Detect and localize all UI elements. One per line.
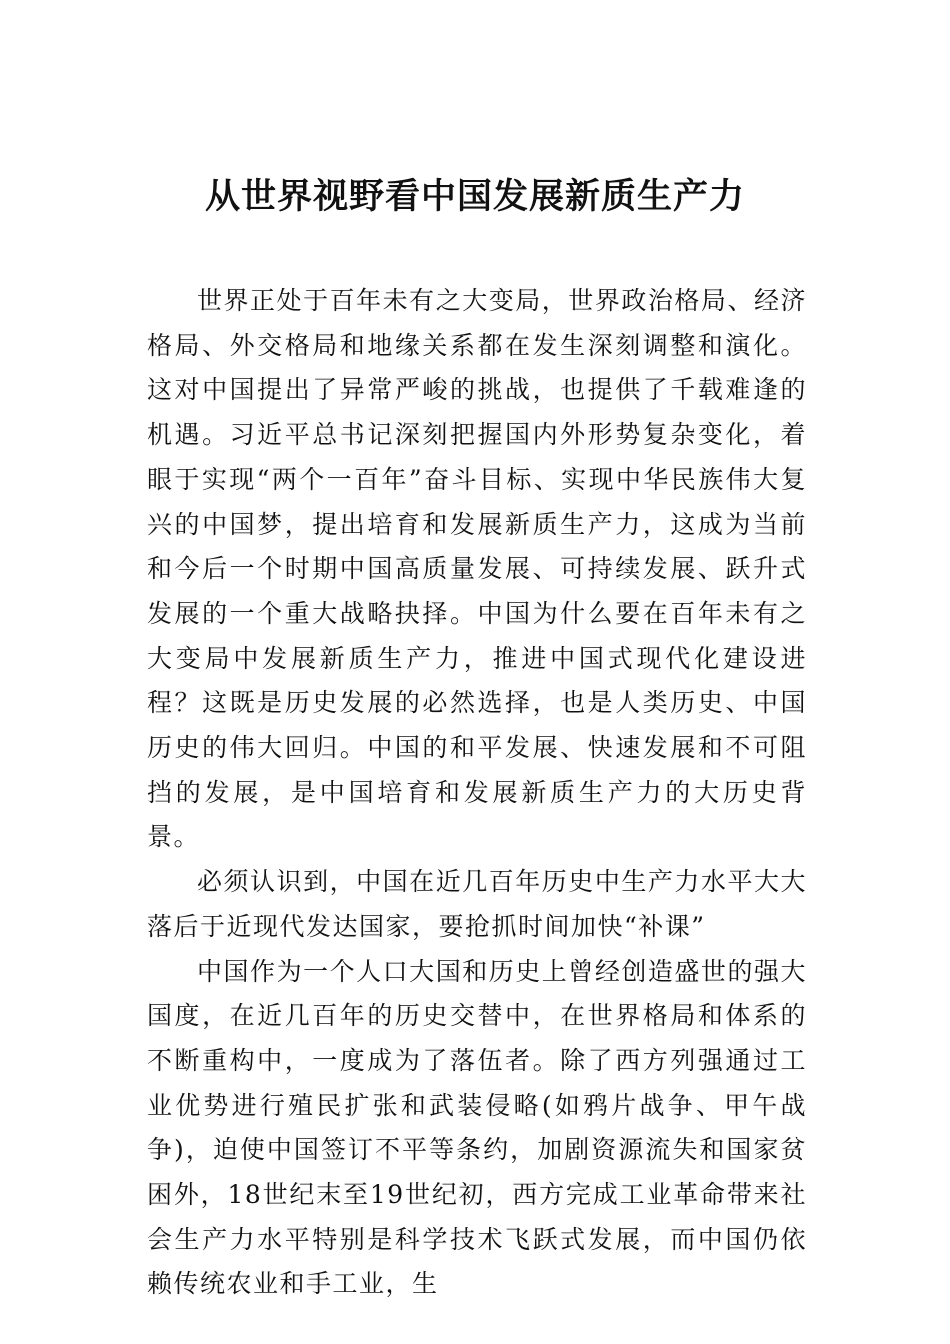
article-body — [147, 279, 807, 1307]
paragraph-1: 世界正处于百年未有之大变局，世界政治格局、经济格局、外交格局和地缘关系都在发生深刻调整和演化。这对中国提出了异常严峻的挑战，也提供了千载难逢的机遇。习近平总书记深刻把握国内外形势复杂变化，着眼于实现“两个一百年”奋斗目标、实现中华民族伟大复兴的中国梦，提出培育和发展新质生产力，这成为当前和今后一个时期中国高质量发展、可持续发展、跃升式发展的一个重大战略抉择。中国为什么要在百年未有之大变局中发展新质生产力，推进中国式现代化建设进程？这既是历史发展的必然选择，也是人类历史、中国历史的伟大回归。中国的和平发展、快速发展和不可阻挡的发展，是中国培育和发展新质生产力的大历史背景。 — [147, 286, 807, 852]
page-title: 从世界视野看中国发展新质生产力 — [204, 176, 745, 217]
paragraph-2: 必须认识到，中国在近几百年历史中生产力水平大大落后于近现代发达国家，要抢抓时间加快“补课” — [147, 867, 807, 941]
paragraph-3: 中国作为一个人口大国和历史上曾经创造盛世的强大国度，在近几百年的历史交替中，在世界格局和体系的不断重构中，一度成为了落伍者。除了西方列强通过工业优势进行殖民扩张和武装侵略(如鸦片战争、甲午战争)，迫使中国签订不平等条约，加剧资源流失和国家贫困外，18世纪末至19世纪初，西方完成工业革命带来社会生产力水平特别是科学技术飞跃式发展，而中国仍依赖传统农业和手工业，生 — [147, 956, 807, 1299]
